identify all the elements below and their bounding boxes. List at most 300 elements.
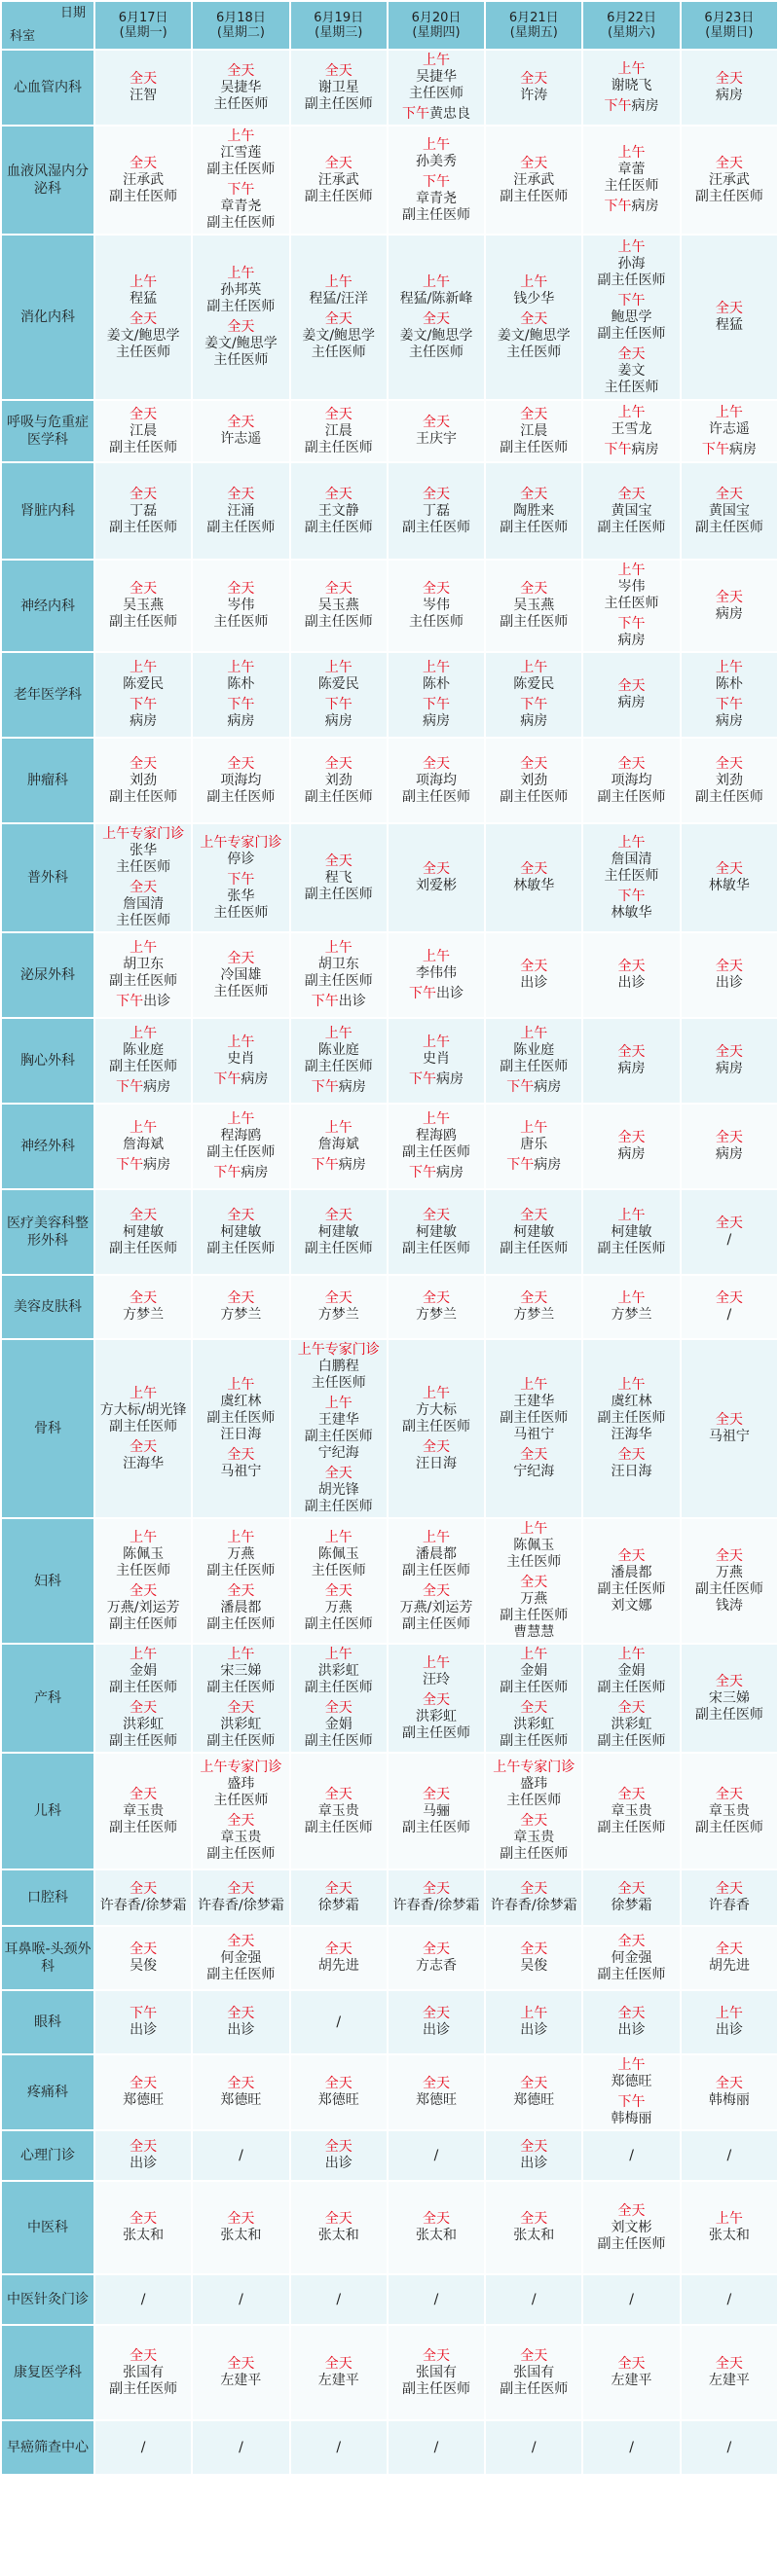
shift-line bbox=[583, 199, 679, 215]
doctor-line: 副主任医师 bbox=[304, 886, 373, 902]
shift-entry bbox=[193, 1288, 288, 1325]
shift-period: 全天 bbox=[715, 1215, 743, 1231]
shift-note: 病房 bbox=[631, 97, 659, 114]
shift-period: 上午 bbox=[422, 1529, 450, 1545]
schedule-cell bbox=[94, 50, 192, 126]
shift-period: 全天 bbox=[227, 1582, 255, 1599]
table-row bbox=[1, 2054, 778, 2130]
doctor-line: 主任医师 bbox=[116, 1562, 171, 1578]
doctor-line: 副主任医师 bbox=[500, 1680, 569, 1695]
doctor-line: 陈佩玉 bbox=[513, 1538, 555, 1553]
shift-period: 上午 bbox=[130, 1026, 158, 1041]
shift-entry bbox=[291, 579, 387, 633]
shift-entry bbox=[95, 1437, 191, 1474]
day-date: 6月18日 bbox=[216, 11, 266, 25]
doctor-line: 出诊 bbox=[324, 2156, 352, 2171]
shift-entry bbox=[682, 2209, 777, 2246]
shift-period: 全天 bbox=[520, 1813, 548, 1829]
shift-period: 全天 bbox=[130, 880, 158, 895]
doctor-line: 郑德旺 bbox=[415, 2092, 457, 2108]
shift-period: 全天 bbox=[130, 486, 158, 502]
shift-entry bbox=[486, 1940, 581, 1977]
shift-line bbox=[486, 1079, 581, 1096]
shift-period: 上午 bbox=[227, 128, 255, 144]
schedule-cell bbox=[192, 2274, 289, 2325]
shift-period: 上午 bbox=[130, 1647, 158, 1662]
shift-period: 全天 bbox=[422, 415, 450, 430]
shift-entry bbox=[583, 957, 679, 994]
shift-period: 上午 bbox=[617, 1377, 646, 1393]
day-date: 6月20日 bbox=[411, 11, 462, 25]
shift-period: 全天 bbox=[227, 1447, 255, 1463]
shift-entry bbox=[95, 1118, 191, 1155]
day-header-1 bbox=[192, 1, 289, 50]
shift-note: 病房 bbox=[435, 1165, 464, 1180]
shift-period: 全天 bbox=[520, 406, 548, 422]
shift-entry bbox=[682, 957, 777, 994]
doctor-line: 副主任医师 bbox=[206, 1615, 276, 1632]
doctor-line: 出诊 bbox=[715, 2022, 743, 2038]
shift-period: 全天 bbox=[715, 755, 743, 772]
table-row bbox=[1, 1018, 778, 1104]
shift-period: 全天 bbox=[324, 1207, 352, 1223]
shift-line bbox=[95, 1157, 191, 1174]
doctor-line: 姜文/鲍思学 bbox=[302, 327, 376, 344]
shift-entry bbox=[583, 754, 679, 808]
schedule-cell bbox=[192, 1990, 289, 2054]
shift-period: 上午 bbox=[422, 948, 450, 964]
shift-period: 全天 bbox=[520, 155, 548, 171]
shift-entry bbox=[583, 1879, 679, 1916]
schedule-cell bbox=[681, 1018, 778, 1104]
doctor-line: 副主任医师 bbox=[206, 1966, 276, 1982]
shift-period: 全天 bbox=[520, 2211, 548, 2227]
shift-entry bbox=[95, 1698, 191, 1752]
shift-entry bbox=[486, 1445, 581, 1482]
shift-entry bbox=[583, 1698, 679, 1752]
shift-entry bbox=[682, 1672, 777, 1725]
shift-note: 病房 bbox=[143, 1079, 171, 1095]
shift-period: 全天 bbox=[227, 319, 255, 335]
dept-name: 肾脏内科 bbox=[1, 462, 94, 560]
schedule-cell bbox=[681, 462, 778, 560]
schedule-cell bbox=[485, 2325, 582, 2420]
shift-note: 病房 bbox=[631, 199, 659, 214]
doctor-line: 万燕 bbox=[227, 1545, 255, 1562]
doctor-line: 方梦兰 bbox=[611, 1307, 652, 1323]
doctor-line: 病房 bbox=[130, 713, 158, 729]
doctor-line: 出诊 bbox=[520, 2156, 548, 2171]
doctor-line: 副主任医师 bbox=[109, 439, 178, 455]
shift-entry bbox=[291, 2013, 387, 2033]
doctor-line: 出诊 bbox=[715, 975, 743, 991]
shift-entry bbox=[389, 2074, 484, 2111]
day-header-5 bbox=[582, 1, 680, 50]
doctor-line: 汪智 bbox=[130, 88, 158, 103]
schedule-cell bbox=[582, 126, 680, 235]
shift-entry bbox=[389, 754, 484, 808]
shift-line bbox=[389, 106, 484, 123]
shift-period: 上午 bbox=[520, 1026, 548, 1041]
shift-entry bbox=[583, 2092, 679, 2129]
doctor-line: 副主任医师 bbox=[304, 439, 373, 455]
shift-entry bbox=[583, 2438, 679, 2458]
shift-entry bbox=[193, 1163, 288, 1183]
schedule-cell bbox=[192, 2054, 289, 2130]
schedule-cell bbox=[388, 1518, 485, 1644]
schedule-cell bbox=[192, 1926, 289, 1990]
shift-period: 下午 bbox=[604, 97, 632, 114]
shift-period: 全天 bbox=[715, 589, 743, 605]
shift-entry bbox=[486, 579, 581, 633]
doctor-line: 陈业庭 bbox=[123, 1042, 165, 1058]
doctor-line: 主任医师 bbox=[604, 178, 659, 194]
shift-entry bbox=[95, 2004, 191, 2041]
shift-period: 全天 bbox=[422, 1881, 450, 1897]
shift-period: 全天 bbox=[422, 310, 450, 327]
shift-entry bbox=[193, 695, 288, 732]
doctor-line: 刘劲 bbox=[324, 772, 352, 788]
schedule-cell bbox=[582, 50, 680, 126]
schedule-cell bbox=[582, 1990, 680, 2054]
shift-entry bbox=[193, 1811, 288, 1865]
doctor-line: 马祖宁 bbox=[220, 1464, 262, 1479]
shift-entry bbox=[95, 992, 191, 1012]
schedule-cell bbox=[192, 1339, 289, 1518]
shift-period: 下午 bbox=[311, 1156, 339, 1173]
shift-entry bbox=[95, 2346, 191, 2400]
schedule-cell bbox=[582, 462, 680, 560]
doctor-line: 洪彩虹 bbox=[123, 1717, 165, 1732]
schedule-cell bbox=[290, 1189, 388, 1275]
doctor-line: 王文静 bbox=[317, 502, 359, 519]
table-row bbox=[1, 2181, 778, 2274]
doctor-line: 副主任医师 bbox=[401, 1418, 470, 1434]
doctor-line: 方大标/胡光锋 bbox=[99, 1401, 187, 1418]
doctor-line: 许涛 bbox=[520, 88, 548, 103]
doctor-line: 副主任医师 bbox=[597, 1733, 666, 1749]
shift-period: 上午 bbox=[617, 238, 646, 255]
doctor-line: 主任医师 bbox=[506, 1554, 562, 1570]
doctor-line: 唐乐 bbox=[520, 1136, 548, 1152]
schedule-cell bbox=[94, 1189, 192, 1275]
schedule-cell bbox=[388, 2054, 485, 2130]
day-header-4 bbox=[485, 1, 582, 50]
doctor-line: 盛玮 bbox=[520, 1776, 548, 1792]
shift-period: 下午 bbox=[311, 1079, 339, 1095]
shift-period: 全天 bbox=[617, 345, 646, 362]
shift-entry bbox=[95, 878, 191, 931]
table-row bbox=[1, 235, 778, 400]
shift-line bbox=[193, 1165, 288, 1181]
shift-period: 下午 bbox=[130, 2006, 158, 2021]
shift-entry bbox=[682, 2146, 777, 2166]
shift-entry bbox=[95, 658, 191, 695]
doctor-line: 副主任医师 bbox=[304, 1499, 373, 1514]
doctor-line: 洪彩虹 bbox=[513, 1717, 555, 1732]
doctor-line: 王庆宇 bbox=[415, 431, 457, 447]
doctor-line: 副主任医师 bbox=[401, 1615, 470, 1632]
shift-period: 全天 bbox=[324, 1290, 352, 1306]
shift-entry bbox=[389, 1785, 484, 1838]
shift-entry bbox=[486, 272, 581, 309]
doctor-line: 詹海斌 bbox=[317, 1136, 359, 1152]
doctor-line: 柯建敏 bbox=[513, 1223, 555, 1240]
schedule-cell bbox=[290, 738, 388, 823]
shift-period: 全天 bbox=[715, 1130, 743, 1145]
doctor-line: 主任医师 bbox=[506, 1793, 562, 1808]
doctor-line: 洪彩虹 bbox=[317, 1663, 359, 1679]
doctor-line: 副主任医师 bbox=[109, 1733, 178, 1749]
shift-line bbox=[682, 442, 777, 458]
shift-entry bbox=[682, 440, 777, 460]
doctor-line: 副主任医师 bbox=[304, 1733, 373, 1749]
shift-entry bbox=[583, 291, 679, 345]
shift-note: 病房 bbox=[534, 1079, 562, 1095]
shift-entry bbox=[291, 1394, 387, 1464]
schedule-cell bbox=[485, 1869, 582, 1926]
shift-entry bbox=[583, 2354, 679, 2391]
shift-entry bbox=[486, 754, 581, 808]
schedule-cell bbox=[582, 2181, 680, 2274]
doctor-line: 何金强 bbox=[611, 1949, 652, 1966]
doctor-line: 主任医师 bbox=[408, 344, 464, 360]
shift-entry bbox=[95, 2290, 191, 2310]
shift-period: 全天 bbox=[520, 1447, 548, 1463]
schedule-cell bbox=[485, 1644, 582, 1753]
day-weekday: (星期日) bbox=[705, 25, 754, 40]
shift-line bbox=[583, 442, 679, 458]
doctor-line: 副主任医师 bbox=[304, 1680, 373, 1695]
shift-period: 下午 bbox=[506, 1079, 535, 1095]
shift-entry bbox=[291, 992, 387, 1012]
doctor-line: 方梦兰 bbox=[317, 1307, 359, 1323]
shift-period: 上午 bbox=[324, 1026, 352, 1041]
doctor-line: 副主任医师 bbox=[597, 1680, 666, 1695]
doctor-line: 程猛/汪洋 bbox=[309, 290, 369, 307]
doctor-line: 副主任医师 bbox=[206, 1846, 276, 1862]
schedule-cell bbox=[388, 2420, 485, 2475]
shift-entry bbox=[193, 1445, 288, 1482]
doctor-line: 章蕾 bbox=[617, 162, 646, 177]
shift-entry bbox=[193, 1932, 288, 1985]
schedule-cell bbox=[582, 1339, 680, 1518]
doctor-line: 副主任医师 bbox=[206, 1240, 276, 1256]
doctor-line: 副主任医师 bbox=[206, 1733, 276, 1749]
shift-entry bbox=[291, 272, 387, 309]
shift-entry bbox=[389, 1940, 484, 1977]
doctor-line: 刘文彬 bbox=[611, 2219, 652, 2235]
schedule-cell bbox=[388, 823, 485, 932]
doctor-line: 陈朴 bbox=[715, 676, 743, 692]
schedule-cell bbox=[485, 462, 582, 560]
shift-period: 下午 bbox=[213, 1070, 241, 1087]
doctor-line: 副主任医师 bbox=[304, 95, 373, 112]
dept-name: 美容皮肤科 bbox=[1, 1275, 94, 1339]
shift-line bbox=[486, 1157, 581, 1174]
shift-entry bbox=[682, 1288, 777, 1325]
shift-period: 全天 bbox=[520, 581, 548, 597]
schedule-cell bbox=[192, 560, 289, 652]
schedule-cell bbox=[192, 1104, 289, 1189]
doctor-line: 虞红林 bbox=[220, 1394, 262, 1409]
doctor-line: 白鹏程 bbox=[317, 1359, 359, 1374]
shift-period: 下午 bbox=[715, 697, 743, 712]
shift-entry bbox=[95, 1940, 191, 1977]
doctor-line: / bbox=[433, 2439, 439, 2455]
shift-period: 全天 bbox=[422, 1582, 450, 1599]
shift-entry bbox=[486, 695, 581, 732]
schedule-cell bbox=[388, 50, 485, 126]
shift-period: 上午 bbox=[520, 1119, 548, 1136]
shift-note: 病房 bbox=[435, 1070, 464, 1087]
doctor-line: 副主任医师 bbox=[304, 1240, 373, 1256]
table-row bbox=[1, 823, 778, 932]
doctor-line: 江雪莲 bbox=[220, 145, 262, 161]
dept-name: 中医针灸门诊 bbox=[1, 2274, 94, 2325]
doctor-line: 史肖 bbox=[422, 1050, 450, 1067]
doctor-line: 吴捷华 bbox=[220, 79, 262, 95]
schedule-cell bbox=[388, 738, 485, 823]
shift-entry bbox=[389, 135, 484, 172]
schedule-cell bbox=[681, 652, 778, 738]
table-row bbox=[1, 932, 778, 1018]
shift-entry bbox=[193, 1375, 288, 1445]
doctor-line: 詹国清 bbox=[611, 851, 652, 867]
schedule-cell bbox=[290, 462, 388, 560]
doctor-line: 史肖 bbox=[227, 1050, 255, 1067]
shift-entry bbox=[95, 405, 191, 458]
shift-period: 全天 bbox=[617, 1700, 646, 1716]
dept-name: 泌尿外科 bbox=[1, 932, 94, 1018]
doctor-line: 副主任医师 bbox=[597, 272, 666, 288]
shift-period: 全天 bbox=[324, 310, 352, 327]
doctor-line: 副主任医师 bbox=[694, 1706, 763, 1723]
schedule-cell bbox=[290, 126, 388, 235]
shift-period: 全天 bbox=[130, 155, 158, 171]
shift-entry bbox=[389, 1437, 484, 1474]
doctor-line: 万燕/刘运芳 bbox=[399, 1599, 473, 1615]
schedule-cell bbox=[290, 1518, 388, 1644]
doctor-line: 副主任医师 bbox=[304, 788, 373, 805]
schedule-cell bbox=[388, 2130, 485, 2181]
doctor-line: 左建平 bbox=[611, 2373, 652, 2388]
dept-name: 神经内科 bbox=[1, 560, 94, 652]
shift-period: 上午 bbox=[324, 273, 352, 290]
schedule-cell bbox=[192, 652, 289, 738]
corner-date-label: 日期 bbox=[59, 6, 86, 20]
dept-name: 康复医学科 bbox=[1, 2325, 94, 2420]
doctor-line: 副主任医师 bbox=[597, 1966, 666, 1982]
schedule-cell bbox=[681, 1990, 778, 2054]
shift-entry bbox=[583, 2146, 679, 2166]
doctor-line: 主任医师 bbox=[213, 904, 269, 921]
shift-period: 全天 bbox=[324, 1941, 352, 1957]
shift-entry bbox=[193, 1645, 288, 1698]
shift-period: 上午 bbox=[130, 1119, 158, 1136]
shift-entry bbox=[486, 2074, 581, 2111]
doctor-line: 何金强 bbox=[220, 1949, 262, 1966]
doctor-line: 宁纪海 bbox=[317, 1445, 359, 1461]
schedule-cell bbox=[94, 823, 192, 932]
shift-entry bbox=[583, 403, 679, 440]
shift-entry bbox=[583, 1546, 679, 1616]
shift-entry bbox=[389, 2438, 484, 2458]
dept-name: 中医科 bbox=[1, 2181, 94, 2274]
shift-entry bbox=[291, 1581, 387, 1635]
schedule-header bbox=[1, 1, 778, 50]
schedule-cell bbox=[485, 1926, 582, 1990]
doctor-line: 左建平 bbox=[317, 2373, 359, 2388]
shift-entry bbox=[291, 485, 387, 538]
shift-period: 上午 bbox=[422, 136, 450, 153]
shift-entry bbox=[486, 1118, 581, 1155]
schedule-cell bbox=[388, 2181, 485, 2274]
schedule-cell bbox=[290, 1018, 388, 1104]
shift-line bbox=[291, 994, 387, 1010]
doctor-line: 钱少华 bbox=[513, 290, 555, 307]
doctor-line: 宁纪海 bbox=[513, 1464, 555, 1479]
shift-period: 全天 bbox=[617, 1044, 646, 1060]
shift-entry bbox=[389, 2209, 484, 2246]
shift-period: 下午 bbox=[408, 985, 436, 1001]
doctor-line: 副主任医师 bbox=[304, 973, 373, 989]
shift-entry bbox=[389, 309, 484, 363]
doctor-line: 主任医师 bbox=[604, 379, 659, 395]
shift-entry bbox=[95, 1206, 191, 1259]
shift-entry bbox=[389, 1581, 484, 1635]
doctor-line: 主任医师 bbox=[116, 859, 171, 875]
doctor-line: 副主任医师 bbox=[109, 1680, 178, 1695]
shift-entry bbox=[486, 2438, 581, 2458]
shift-period: 全天 bbox=[130, 310, 158, 327]
shift-period: 全天 bbox=[227, 755, 255, 772]
shift-note: 病房 bbox=[631, 441, 659, 457]
shift-period: 全天 bbox=[520, 71, 548, 87]
doctor-line: 副主任医师 bbox=[597, 1410, 666, 1426]
shift-period: 全天 bbox=[520, 2139, 548, 2155]
shift-entry bbox=[291, 658, 387, 695]
schedule-cell bbox=[94, 652, 192, 738]
dept-name: 口腔科 bbox=[1, 1869, 94, 1926]
table-row bbox=[1, 2325, 778, 2420]
doctor-line: 副主任医师 bbox=[401, 1562, 470, 1578]
shift-entry bbox=[291, 1340, 387, 1394]
doctor-line: 柯建敏 bbox=[415, 1223, 457, 1240]
schedule-cell bbox=[388, 1990, 485, 2054]
shift-entry bbox=[389, 1070, 484, 1090]
schedule-cell bbox=[681, 1189, 778, 1275]
schedule-cell bbox=[681, 2325, 778, 2420]
shift-entry bbox=[389, 947, 484, 984]
shift-entry bbox=[682, 154, 777, 207]
doctor-line: 副主任医师 bbox=[500, 1410, 569, 1426]
shift-period: 下午 bbox=[227, 182, 255, 198]
shift-line bbox=[389, 1165, 484, 1181]
doctor-line: 主任医师 bbox=[604, 596, 659, 611]
schedule-cell bbox=[681, 2420, 778, 2475]
shift-period: 全天 bbox=[617, 1447, 646, 1463]
schedule-cell bbox=[681, 823, 778, 932]
shift-entry bbox=[486, 1698, 581, 1752]
doctor-line: / bbox=[239, 2147, 243, 2163]
shift-note: 出诊 bbox=[143, 994, 171, 1009]
shift-entry bbox=[583, 96, 679, 117]
doctor-line: 柯建敏 bbox=[220, 1223, 262, 1240]
shift-period: 上午 bbox=[715, 404, 743, 420]
doctor-line: 副主任医师 bbox=[304, 519, 373, 535]
doctor-line: 许春香/徐梦霜 bbox=[490, 1898, 577, 1913]
